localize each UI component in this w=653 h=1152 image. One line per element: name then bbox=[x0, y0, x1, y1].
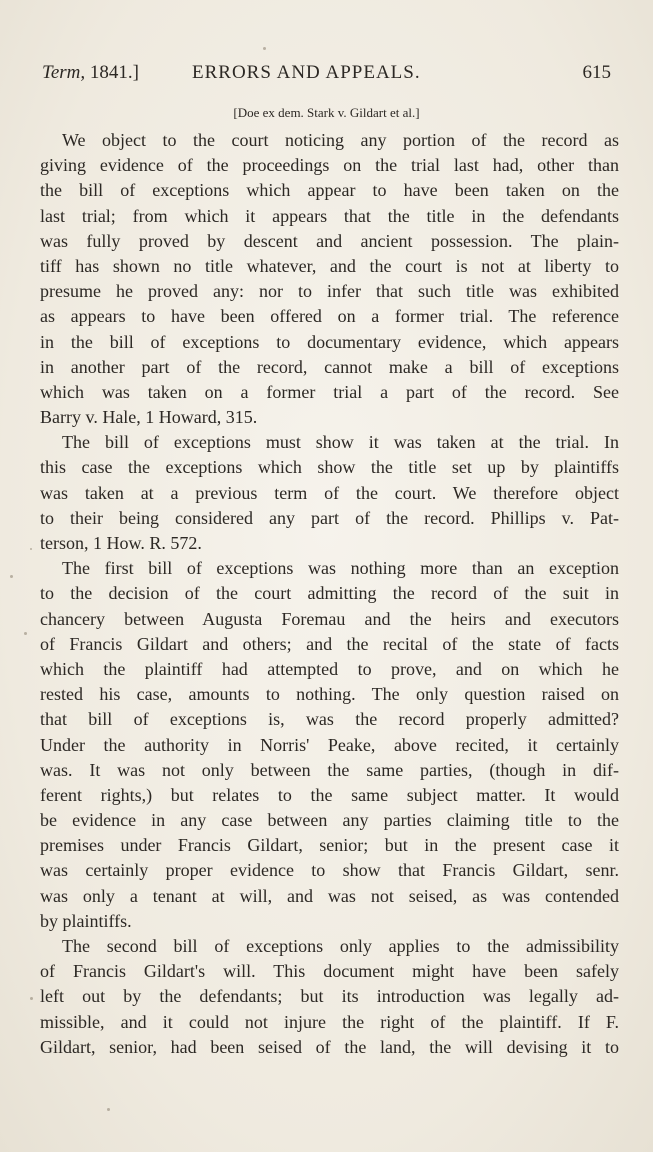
text-line: was certainly proper evidence to show that Francis Gildart, senr. bbox=[40, 860, 619, 881]
body-text bbox=[40, 128, 619, 1060]
text-line: that bill of exceptions is, was the record properly admitted? bbox=[40, 709, 619, 730]
paper-speck bbox=[30, 997, 33, 1000]
text-line: be evidence in any case between any parties claiming title to the bbox=[40, 810, 619, 831]
text-line: tiff has shown no title whatever, and the court is not at liberty to bbox=[40, 255, 619, 276]
paper-speck bbox=[107, 1108, 110, 1111]
text-line: ferent rights,) but relates to the same subject matter. It would bbox=[40, 784, 619, 805]
paper-speck bbox=[10, 575, 13, 578]
text-line: rested his case, amounts to nothing. The only question raised on bbox=[40, 684, 619, 705]
text-line: was. It was not only between the same parties, (though in dif- bbox=[40, 759, 619, 780]
paper-speck bbox=[24, 632, 27, 635]
text-line: in the bill of exceptions to documentary evidence, which appears bbox=[40, 331, 619, 352]
text-line: to the decision of the court admitting the record of the suit in bbox=[40, 583, 619, 604]
header-term-label: Term, bbox=[42, 62, 86, 83]
header-running-title: ERRORS AND APPEALS. bbox=[192, 62, 421, 83]
text-line: premises under Francis Gildart, senior; but in the present case it bbox=[40, 835, 619, 856]
text-line: Under the authority in Norris' Peake, above recited, it certainly bbox=[40, 734, 619, 755]
text-line: We object to the court noticing any portion of the record as bbox=[62, 130, 619, 150]
text-line: which the plaintiff had attempted to prove, and on which he bbox=[40, 658, 619, 679]
text-line: in another part of the record, cannot make a bill of exceptions bbox=[40, 356, 619, 377]
header-term bbox=[42, 60, 139, 86]
text-line: as appears to have been offered on a former trial. The reference bbox=[40, 306, 619, 327]
text-line: presume he proved any: nor to infer that such title was exhibited bbox=[40, 281, 619, 302]
text-line: Barry v. Hale, 1 Howard, 315. bbox=[40, 407, 258, 428]
text-line: missible, and it could not injure the right of the plaintiff. If F. bbox=[40, 1011, 619, 1032]
header-year: 1841.] bbox=[89, 62, 139, 83]
text-line: The bill of exceptions must show it was taken at the trial. In bbox=[62, 432, 619, 453]
text-line: by plaintiffs. bbox=[40, 910, 132, 931]
page-number: 615 bbox=[582, 62, 611, 83]
text-line: was only a tenant at will, and was not seised, as was contended bbox=[40, 885, 619, 906]
text-line: the bill of exceptions which appear to have been taken on the bbox=[40, 180, 619, 201]
paper-speck bbox=[30, 548, 32, 550]
text-line: last trial; from which it appears that the title in the defendants bbox=[40, 205, 619, 226]
paper-speck bbox=[263, 47, 266, 50]
text-line: of Francis Gildart's will. This document might have been safely bbox=[40, 961, 619, 982]
text-line: left out by the defendants; but its introduction was legally ad- bbox=[40, 986, 619, 1007]
text-line: The first bill of exceptions was nothing more than an exception bbox=[62, 558, 619, 579]
text-line: to their being considered any part of the record. Phillips v. Pat- bbox=[40, 507, 619, 528]
text-line: was fully proved by descent and ancient possession. The plain- bbox=[40, 230, 619, 251]
running-header bbox=[42, 60, 611, 86]
text-line: terson, 1 How. R. 572. bbox=[40, 533, 202, 553]
text-line: chancery between Augusta Foremau and the heirs and executors bbox=[40, 608, 619, 629]
text-line: which was taken on a former trial a part of the record. See bbox=[40, 381, 619, 402]
text-line: Gildart, senior, had been seised of the land, the will devising it to bbox=[40, 1036, 619, 1057]
text-line: was taken at a previous term of the court. We therefore object bbox=[40, 482, 619, 503]
text-line: this case the exceptions which show the title set up by plaintiffs bbox=[40, 457, 619, 478]
case-caption: [Doe ex dem. Stark v. Gildart et al.] bbox=[233, 105, 420, 120]
text-line: giving evidence of the proceedings on the trial last had, other than bbox=[40, 155, 619, 176]
text-line: The second bill of exceptions only applies to the admissibility bbox=[62, 936, 619, 956]
text-line: of Francis Gildart and others; and the recital of the state of facts bbox=[40, 633, 619, 654]
